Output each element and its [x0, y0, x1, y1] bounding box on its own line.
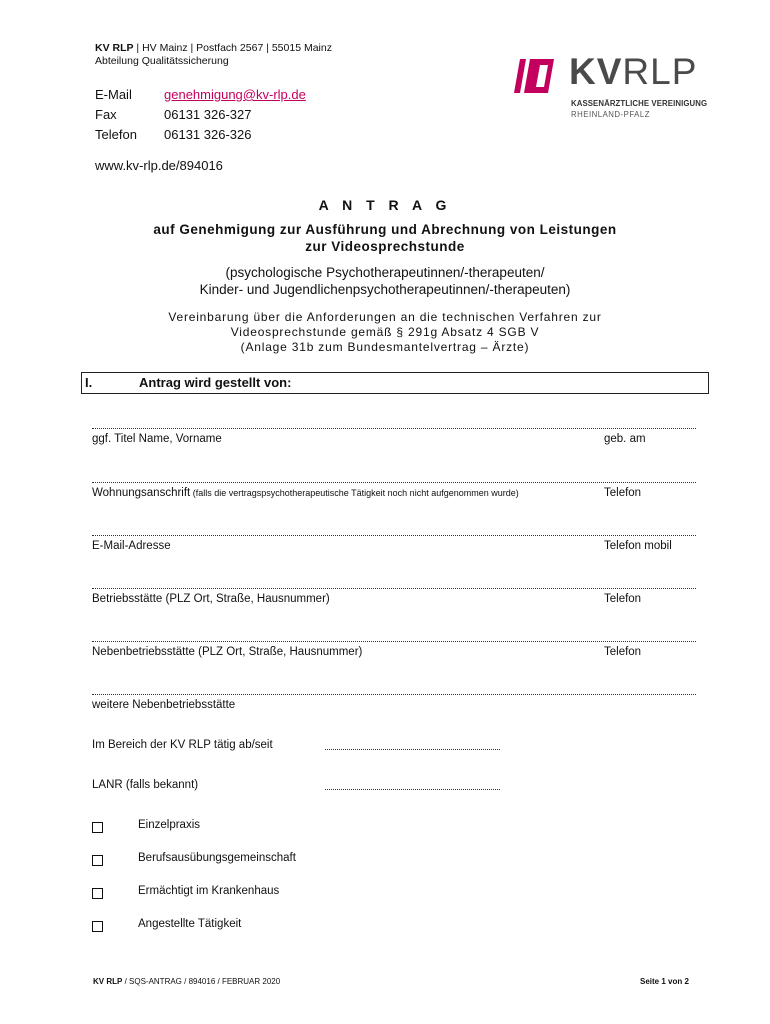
home-address-label [92, 487, 519, 499]
logo-rlp: RLP [622, 51, 698, 92]
footer-org: KV RLP [93, 977, 123, 986]
contact-email-label: E-Mail [95, 87, 132, 102]
option-label-angestellte-taetigkeit: Angestellte Tätigkeit [138, 918, 242, 930]
active-since-field-line[interactable] [325, 749, 500, 750]
branch-phone-label: Telefon [604, 646, 642, 658]
contact-phone-row [95, 125, 306, 145]
contact-email-row [95, 85, 306, 105]
contact-phone-label: Telefon [95, 127, 137, 142]
form-target-group [0, 264, 770, 298]
practice-label: Betriebsstätte (PLZ Ort, Straße, Hausnummer) [92, 593, 330, 605]
active-since-label: Im Bereich der KV RLP tätig ab/seit [92, 739, 273, 751]
footer-page-number: Seite 1 von 2 [640, 977, 689, 986]
name-field-label [92, 433, 222, 445]
further-branch-field-line[interactable] [92, 694, 696, 695]
basis-line3: (Anlage 31b zum Bundesmantelvertrag – Ärzte) [240, 340, 530, 354]
form-subtitle-line1: auf Genehmigung zur Ausführung und Abrechnung von Leistungen [153, 222, 617, 237]
contact-fax-label: Fax [95, 107, 117, 122]
logo-line1: KASSENÄRZTLICHE VEREINIGUNG [571, 99, 708, 108]
practice-field-line[interactable] [92, 588, 696, 589]
footer-doc-ref [93, 977, 280, 986]
section-title: Antrag wird gestellt von: [139, 375, 292, 390]
further-branch-label: weitere Nebenbetriebsstätte [92, 699, 236, 711]
form-legal-basis [0, 310, 770, 355]
option-label-ermaechtigt: Ermächtigt im Krankenhaus [138, 885, 280, 897]
home-address-label-text: Wohnungsanschrift [92, 487, 191, 499]
form-subtitle [0, 221, 770, 255]
home-address-note: (falls die vertragspsychotherapeutische Tätigkeit noch nicht aufgenommen wurde) [190, 488, 519, 498]
form-subtitle-line2: zur Videosprechstunde [305, 239, 465, 254]
option-label-einzelpraxis: Einzelpraxis [138, 819, 200, 831]
logo-kv: KV [569, 51, 623, 92]
sender-org: KV RLP [95, 42, 134, 54]
basis-line2: Videosprechstunde gemäß § 291g Absatz 4 SGB V [230, 325, 540, 339]
footer-ref-text: / SQS-ANTRAG / 894016 / FEBRUAR 2020 [122, 977, 281, 986]
kvrlp-logo [514, 51, 714, 125]
contact-fax-value: 06131 326-327 [164, 107, 252, 122]
home-phone-label: Telefon [604, 487, 642, 499]
email-field-line[interactable] [92, 535, 696, 536]
logo-line2: RHEINLAND-PFALZ [571, 110, 650, 119]
name-label-text: ggf. Titel Name, Vorname [92, 433, 222, 445]
option-label-berufsausuebungsgemeinschaft: Berufsausübungsgemeinschaft [138, 852, 296, 864]
kvrlp-logo-mark-icon [514, 59, 564, 93]
website-url: www.kv-rlp.de/894016 [95, 158, 223, 173]
contact-email-link[interactable]: genehmigung@kv-rlp.de [164, 87, 306, 102]
checkbox-angestellte-taetigkeit[interactable] [92, 921, 103, 932]
sender-address [95, 42, 332, 68]
contact-fax-row [95, 105, 306, 125]
target-line2: Kinder- und Jugendlichenpsychotherapeutinnen/-therapeuten) [199, 282, 571, 297]
lanr-field-line[interactable] [325, 789, 500, 790]
branch-practice-field-line[interactable] [92, 641, 696, 642]
checkbox-einzelpraxis[interactable] [92, 822, 103, 833]
basis-line1: Vereinbarung über die Anforderungen an die technischen Verfahren zur [168, 310, 602, 324]
contact-phone-value: 06131 326-326 [164, 127, 252, 142]
mobile-phone-label: Telefon mobil [604, 540, 672, 552]
form-heading: A N T R A G [318, 197, 452, 213]
email-address-label: E-Mail-Adresse [92, 540, 171, 552]
section-number: I. [85, 375, 93, 390]
contact-block [95, 85, 306, 145]
logo-wordmark [569, 51, 697, 93]
checkbox-berufsausuebungsgemeinschaft[interactable] [92, 855, 103, 866]
lanr-label: LANR (falls bekannt) [92, 779, 199, 791]
sender-postal: | HV Mainz | Postfach 2567 | 55015 Mainz [133, 42, 332, 54]
target-line1: (psychologische Psychotherapeutinnen/-therapeuten/ [225, 265, 545, 280]
sender-department: Abteilung Qualitätssicherung [95, 55, 229, 67]
home-address-field-line[interactable] [92, 482, 696, 483]
birthdate-label: geb. am [604, 433, 646, 445]
section-header [81, 372, 709, 394]
branch-practice-label: Nebenbetriebsstätte (PLZ Ort, Straße, Hausnummer) [92, 646, 363, 658]
name-field-line[interactable] [92, 428, 696, 429]
practice-phone-label: Telefon [604, 593, 642, 605]
checkbox-ermaechtigt[interactable] [92, 888, 103, 899]
